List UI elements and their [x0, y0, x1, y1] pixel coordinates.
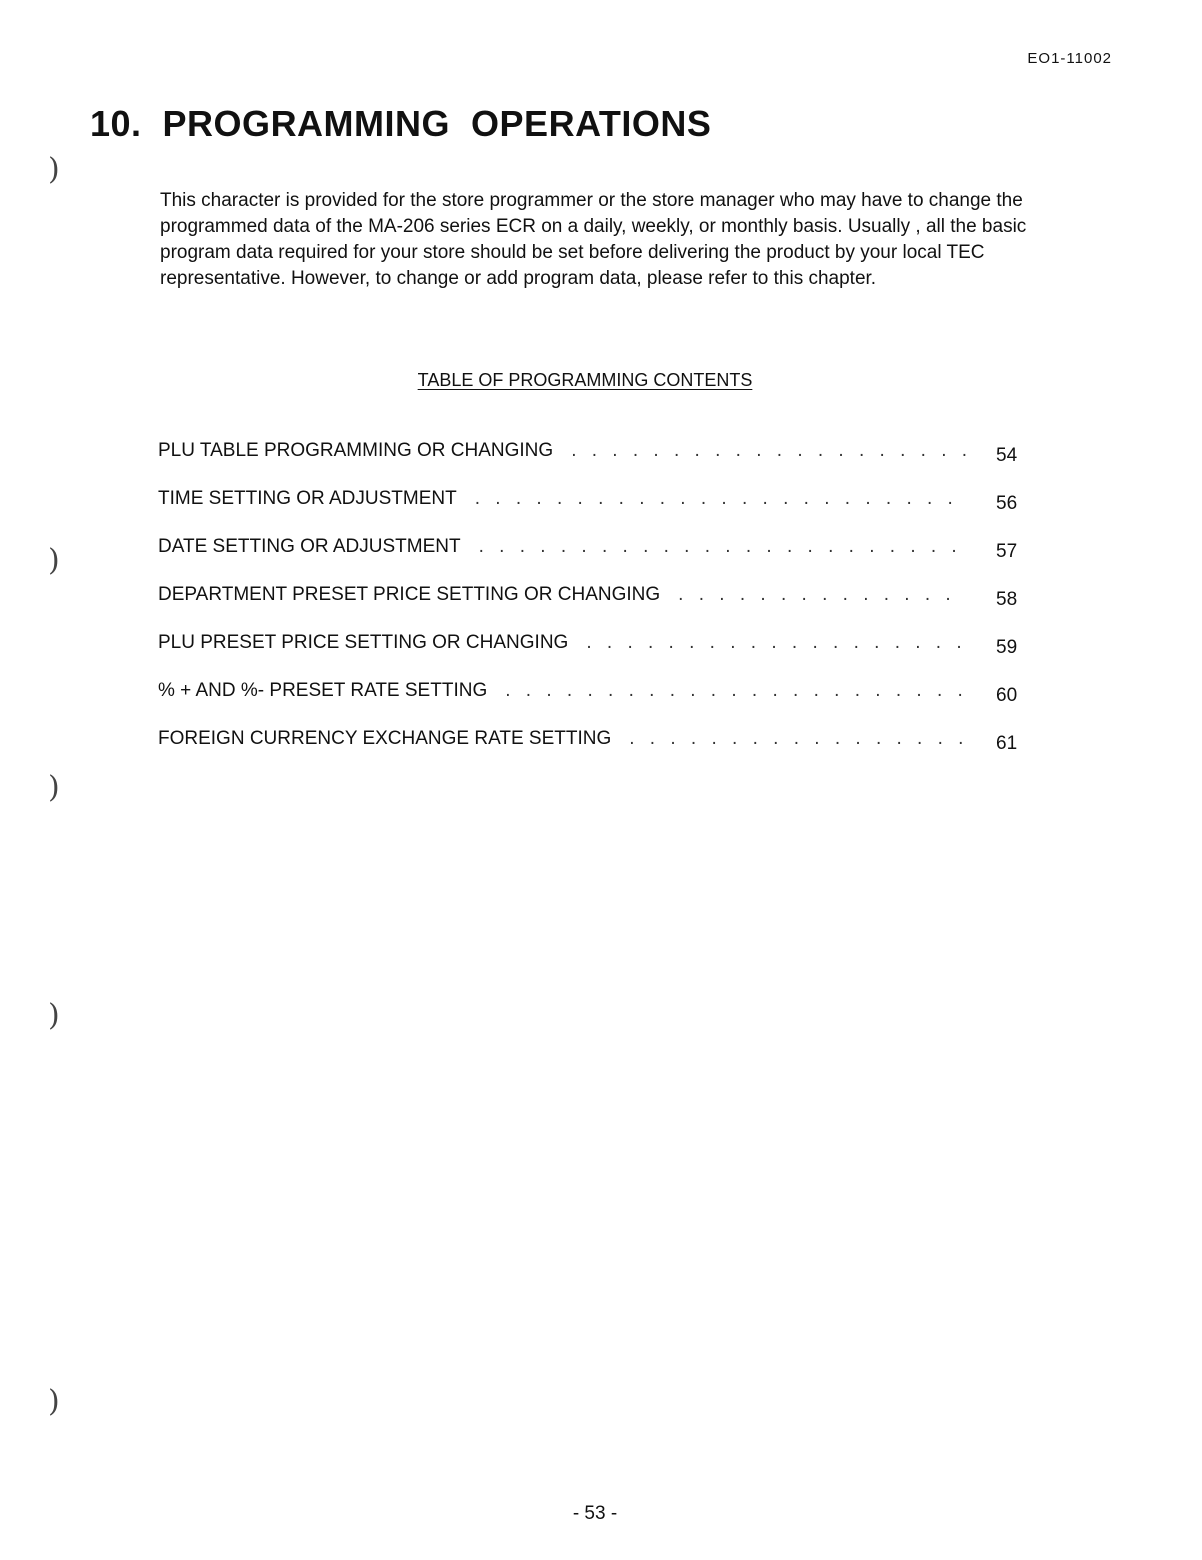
dot-leader [629, 728, 966, 750]
toc-entry[interactable] [158, 440, 1028, 488]
toc-heading: TABLE OF PROGRAMMING CONTENTS [417, 370, 753, 390]
toc-entry-label: DEPARTMENT PRESET PRICE SETTING OR CHANGING [158, 584, 661, 605]
binder-hole-mark: ) [48, 152, 60, 187]
toc-entry-page: 61 [996, 733, 1018, 754]
toc-entry[interactable] [158, 584, 1028, 632]
dot-leader [586, 632, 966, 654]
toc-entry[interactable] [158, 632, 1028, 680]
toc-entry-label: PLU PRESET PRICE SETTING OR CHANGING [158, 632, 569, 653]
dot-leader [479, 536, 966, 558]
binder-hole-mark: ) [48, 998, 60, 1033]
toc-entry[interactable] [158, 488, 1028, 536]
toc-entry-page: 58 [996, 589, 1018, 610]
toc-entry-page: 57 [996, 541, 1018, 562]
dot-leader [475, 488, 966, 510]
toc-entry[interactable] [158, 728, 1028, 776]
intro-paragraph: This character is provided for the store programmer or the store manager who may have to change the programmed data of the MA-206 series ECR on a daily, weekly, or monthly basis. Usually , all the basic program data required for your store should be set before delivering the product by your local TEC representative. However, to change or add program data, please refer to this chapter. [160, 190, 1027, 289]
binder-hole-mark: ) [48, 1384, 60, 1419]
table-of-contents [158, 440, 1028, 776]
dot-leader [505, 680, 966, 702]
toc-entry[interactable] [158, 680, 1028, 728]
toc-entry-label: % + AND %- PRESET RATE SETTING [158, 680, 488, 701]
page-number: - 53 - [572, 1503, 618, 1524]
binder-hole-mark: ) [48, 770, 60, 805]
toc-entry-page: 56 [996, 493, 1018, 514]
toc-entry-label: PLU TABLE PROGRAMMING OR CHANGING [158, 440, 554, 461]
toc-entry-label: FOREIGN CURRENCY EXCHANGE RATE SETTING [158, 728, 612, 749]
toc-entry-page: 60 [996, 685, 1018, 706]
dot-leader [571, 440, 966, 462]
toc-entry[interactable] [158, 536, 1028, 584]
toc-entry-label: DATE SETTING OR ADJUSTMENT [158, 536, 461, 557]
chapter-title: 10. PROGRAMMING OPERATIONS [90, 103, 712, 144]
dot-leader [678, 584, 966, 606]
toc-entry-page: 54 [996, 445, 1018, 466]
binder-hole-mark: ) [48, 543, 60, 578]
toc-entry-label: TIME SETTING OR ADJUSTMENT [158, 488, 457, 509]
document-code: EO1-11002 [1027, 50, 1112, 67]
toc-entry-page: 59 [996, 637, 1018, 658]
